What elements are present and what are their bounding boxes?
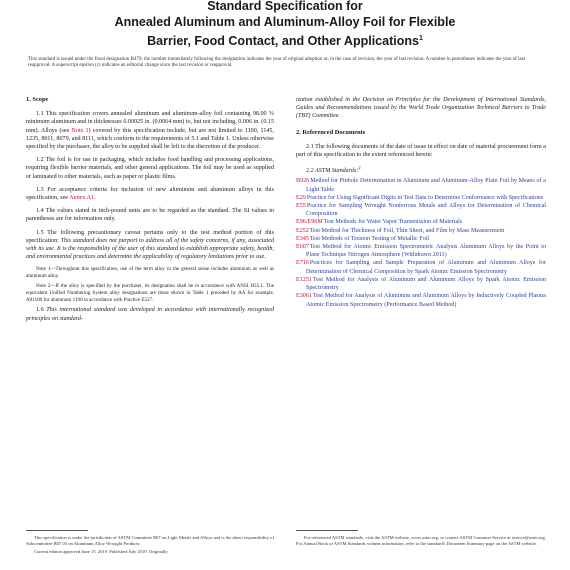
annex-a1-link[interactable]: Annex A1 [69,195,95,202]
astm-reference-list [296,177,546,308]
reference-title[interactable]: Test Methods of Tension Testing of Metallic Foil [309,235,430,242]
note-1-link[interactable]: Note 1 [71,127,89,134]
reference-code[interactable]: E345 [296,235,309,242]
reference-code[interactable]: E716 [296,260,309,267]
scope-1-6: 1.6 This international standard was developed in accordance with internationally recognized principles on standard- [26,307,275,322]
reference-item[interactable] [296,259,546,275]
reference-title[interactable]: Method for Pinhole Determination in Aluminum and Aluminum-Alloy Plain Foil by Means of a Light Table [306,178,546,193]
reference-code[interactable]: E96/E96M [296,219,323,226]
astm-footnote-mark: 2 [358,165,361,171]
reference-title[interactable]: Test Method for Analysis of Aluminum and Aluminum Alloys by Spark Atomic Emission Spectrometry [306,276,546,292]
reference-code[interactable]: E29 [296,194,306,201]
astm-standards-label: 2.2 ASTM Standards:$^2$ [306,165,361,175]
reference-title[interactable]: Test Method for Analysis of Aluminum and Aluminum Alloys by Inductively Coupled Plasma Atomic Emission Spectrometry (Performance Based Method) [306,293,546,308]
scope-1-1: 1.1 This specification covers annealed aluminum and aluminum-alloy foil containing 98.00 % minimum aluminum and in thicknesses 0.00025 in. (0.0064 mm) to, but not including, 0.006 in. (0.15 mm). Alloys (see Note 1) covered by this specification include, but are not limited to 1100, 1145, 1235, 8011, 8079, and 8111, which conform to the requirements of 5.1 and Table 1. Unless otherwise specified by the purchaser, the alloy to be supplied shall be left to the discretion of the producer. [26,111,274,151]
scope-heading: 1. Scope [26,96,49,103]
note-1: Note 1—Throughout this specification, use of the term alloy in the general sense includes aluminum as well as aluminum alloy. [26,266,274,280]
title-footnote-mark: 1 [418,35,423,42]
reference-code[interactable]: B926 [296,178,310,185]
reference-title[interactable]: Test Methods for Water Vapor Transmission of Materials [323,219,463,226]
reference-item[interactable] [296,194,546,202]
referenced-heading: 2. Referenced Documents [296,128,366,136]
reference-code[interactable]: E1251 [296,276,312,283]
reference-item[interactable] [296,292,546,308]
reference-item[interactable] [296,227,546,235]
footnote-rule-left [26,530,88,531]
scope-1-3: 1.3 For acceptance criteria for inclusion of new aluminum and aluminum alloys in this specification, see Annex A1. [26,186,274,202]
reference-title[interactable]: Practice for Sampling Wrought Nonferrous Metals and Alloys for Determination of Chemical Composition [306,203,546,218]
reference-title[interactable]: Practices for Sampling and Sample Preparation of Aluminum and Aluminum Alloys for Determination of Chemical Composition by Spark Atomic Emission Spectrometry [306,260,546,275]
reference-title[interactable]: Test Method for Atomic Emission Spectrometric Analysis Aluminum Alloys by the Point to Plane Technique Nitrogen Atmosphere (Withdrawn 2011) [306,244,546,259]
reference-item[interactable] [296,177,546,193]
reference-code[interactable]: E55 [296,203,306,210]
wto-continuation: ization established in the Decision on Principles for the Development of International Standards, Guides and Recommendations issued by the World Trade Organization Technical Barriers to Trade (TBT) Committee. [296,97,546,120]
left-column [26,96,274,328]
reference-item[interactable] [296,243,546,259]
reference-title[interactable]: Practice for Using Significant Digits in Test Data to Determine Conformance with Specifications [306,194,544,201]
right-column [296,96,546,309]
scope-1-5: 1.5 The following precautionary caveat pertains only to the test method portion of this specification: This standard does not purport to address all of the safety concerns, if any, associated with its use. It is the responsibility of the user of this standard to establish appropriate safety, health, and environmental practices and determine the applicability of regulatory limitations prior to use. [26,229,274,261]
title-line-3: Barrier, Food Contact, and Other Applications$^1$ [147,34,423,49]
reference-code[interactable]: E3061 [296,293,312,300]
footnotes-right [296,535,546,549]
reference-item[interactable] [296,202,546,218]
footnote-jurisdiction: This specification is under the jurisdiction of ASTM Committee B07 on Light Metals and Alloys and is the direct responsibility of Subcommittee B07.03 on Aluminum Alloy Wrought Products. [26,535,274,546]
footnote-astm-website: For referenced ASTM standards, visit the ASTM website, www.astm.org, or contact ASTM Customer Service at service@astm.org. For Annual Book of ASTM Standards volume information, refer to the standard's Document Summary page on the ASTM website. [296,535,546,546]
footnote-rule-right [296,530,358,531]
reference-item[interactable] [296,218,546,226]
reference-code[interactable]: E252 [296,227,309,234]
scope-1-2: 1.2 The foil is for use in packaging, which includes food handling and processing applications, requiring flexible barrier materials, and other general applications. The foil may be used as supplied or laminated to other materials, such as paper or plastic films. [26,157,274,180]
reference-item[interactable] [296,276,546,292]
issued-note: This standard is issued under the fixed designation B479; the number immediately following the designation indicates the year of original adoption or, in the case of revision, the year of last revision. A number in parentheses indicates the year of last reapproval. A superscript epsilon (ε) indicates an editorial change since the last revision or reapproval. [28,57,526,69]
title-line-1: Standard Specification for [207,0,363,13]
reference-item[interactable] [296,235,546,243]
scope-1-4: 1.4 The values stated in inch-pound units are to be regarded as the standard. The SI values in parentheses are for information only. [26,208,274,223]
footnotes-left [26,535,274,557]
note-2: Note 2—If the alloy is specified by the purchaser, its designation shall be in accordance with ANSI H35.1. The equivalent Unified Numbering System alloy designations are those shown in Table 1 preceded by AA for example, A91100 for aluminum 1100 in accordance with Practice E527. [26,283,274,303]
footnote-edition: Current edition approved June 15, 2019. Published July 2019. Originally [34,549,168,554]
title-line-2: Annealed Aluminum and Aluminum-Alloy Foil for Flexible [114,15,456,29]
reference-code[interactable]: E607 [296,244,309,251]
reference-title[interactable]: Test Method for Thickness of Foil, Thin Sheet, and Film by Mass Measurement [309,227,505,234]
referenced-2-1: 2.1 The following documents of the date of issue in effect on date of material procurement form a part of this specification to the extent referenced herein: [296,143,546,159]
